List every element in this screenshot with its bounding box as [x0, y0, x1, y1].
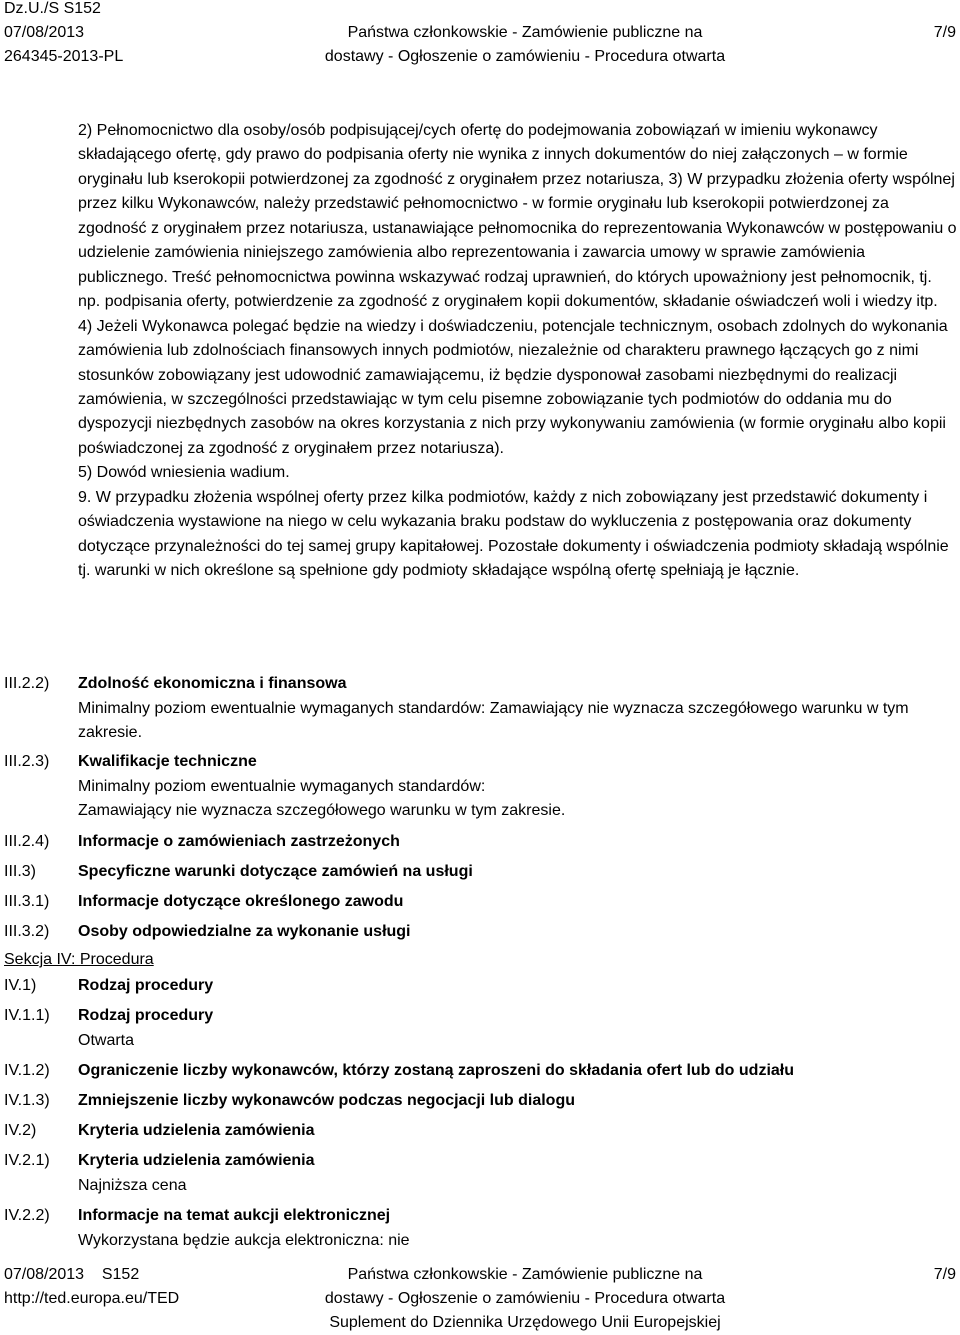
header-title-line1: Państwa członkowskie - Zamówienie publiczne na — [347, 24, 703, 41]
section-iv-number: IV.1.2) — [4, 1062, 50, 1079]
section-iv-number: IV.2.1) — [4, 1152, 50, 1169]
body-paragraph: 4) Jeżeli Wykonawca polegać będzie na wiedzy i doświadczeniu, potencjale technicznym, osobach zdolnych do wykonania zamówienia lub zdolnościach finansowych innych podmiotów, niezależnie od charakteru prawnego łączących go z nimi stosunków zobowiązany jest udowodnić zamawiającemu, iż będzie dysponował zasobami niezbędnymi do realizacji zamówienia, w szczególności przedstawiając w tym celu pisemne zobowiązanie tych podmiotów do oddania mu do dyspozycji niezbędnych zasobów na okres korzystania z nich przy wykonywaniu zamówienia (w formie oryginału albo kopii poświadczonej za zgodność z oryginałem przez notariusza). — [78, 317, 948, 457]
section-detail: Zamawiający nie wyznacza szczegółowego warunku w tym zakresie. — [78, 802, 566, 819]
header-notice-id: 264345-2013-PL — [4, 48, 124, 65]
section-content — [78, 920, 958, 945]
section-iv-content — [78, 1149, 958, 1198]
section-content — [78, 860, 958, 885]
section-iv-number: IV.1.3) — [4, 1092, 50, 1109]
section-iv-content — [78, 974, 958, 999]
body-paragraphs — [78, 119, 958, 584]
body-paragraph: 5) Dowód wniesienia wadium. — [78, 464, 290, 482]
body-paragraph: 2) Pełnomocnictwo dla osoby/osób podpisującej/cych ofertę do podejmowania zobowiązań w imieniu wykonawcy składającego ofertę, gdy prawo do podpisania oferty nie wynika z innych dokumentów do niej załączonych – w formie oryginału lub kserokopii potwierdzonej za zgodność z oryginałem przez notariusza, 3) W przypadku złożenia oferty wspólnej przez kilku Wykonawców, należy przedstawić pełnomocnictwo - w formie oryginału lub kserokopii potwierdzonej za zgodność z oryginałem przez notariusza, ustanawiające pełnomocnika do reprezentowania Wykonawców w postępowaniu o udzielenie zamówienia niniejszego zamówienia albo reprezentowania i zawarcia umowy w sprawie zamówienia publicznego. Treść pełnomocnictwa powinna wskazywać rodzaj uprawnień, do których upoważniony jest pełnomocnik, tj. np. podpisania oferty, potwierdzenie za zgodność z oryginałem kopii dokumentów, składanie oświadczeń woli i wiedzy itp. — [78, 122, 957, 311]
section-iv-number: IV.1.1) — [4, 1007, 50, 1024]
section-title: Zdolność ekonomiczna i finansowa — [78, 675, 347, 692]
header-page-number: 7/9 — [933, 24, 956, 41]
footer-url: http://ted.europa.eu/TED — [4, 1290, 180, 1307]
section-content — [78, 830, 958, 855]
section-title: Informacje o zamówieniach zastrzeżonych — [78, 833, 400, 850]
footer-title-line1: Państwa członkowskie - Zamówienie publiczne na — [347, 1266, 703, 1283]
section-iv-content — [78, 1089, 958, 1114]
section-iv-title: Kryteria udzielenia zamówienia — [78, 1152, 315, 1169]
section-iv-title: Informacje na temat aukcji elektronicznej — [78, 1207, 391, 1224]
section-iv-content — [78, 1119, 958, 1144]
section-number: III.3.1) — [4, 893, 50, 910]
footer-center — [0, 1263, 960, 1335]
section-number: III.2.3) — [4, 753, 50, 770]
section-iv-content — [78, 1004, 958, 1053]
section-content — [78, 890, 958, 915]
footer-page — [934, 1263, 956, 1287]
header-title-line2: dostawy - Ogłoszenie o zamówieniu - Procedura otwarta — [324, 48, 726, 65]
section-iv-title: Ograniczenie liczby wykonawców, którzy zostaną zaproszeni do składania ofert lub do udziału — [78, 1062, 794, 1079]
header-page — [934, 0, 956, 45]
section-number: III.2.4) — [4, 833, 50, 850]
section-content — [78, 750, 958, 824]
section-iv-detail: Wykorzystana będzie aukcja elektroniczna: nie — [78, 1231, 410, 1249]
section-iv-content — [78, 1204, 958, 1253]
header-date: 07/08/2013 — [4, 24, 85, 41]
section-number: III.2.2) — [4, 675, 50, 692]
section-content — [78, 672, 958, 746]
section-number: III.3) — [4, 863, 37, 880]
section-title: Kwalifikacje techniczne — [78, 753, 257, 770]
section-number: III.3.2) — [4, 923, 50, 940]
page-header — [0, 0, 960, 69]
footer-supplement: Suplement do Dziennika Urzędowego Unii Europejskiej — [329, 1314, 721, 1331]
header-journal-ref: Dz.U./S S152 — [4, 0, 101, 17]
section-detail: Minimalny poziom ewentualnie wymaganych standardów: Zamawiający nie wyznacza szczegółowego warunku w tym zakresie. — [78, 699, 909, 741]
section-iv-detail: Otwarta — [78, 1031, 135, 1049]
footer-title-line2: dostawy - Ogłoszenie o zamówieniu - Procedura otwarta — [324, 1290, 726, 1307]
section-title: Informacje dotyczące określonego zawodu — [78, 893, 404, 910]
header-center — [0, 0, 960, 69]
section-iv-title: Rodzaj procedury — [78, 1007, 214, 1024]
section-iv-heading: Sekcja IV: Procedura — [4, 951, 154, 968]
section-iv-number: IV.2) — [4, 1122, 37, 1139]
footer-date-ref: 07/08/2013 S152 — [4, 1266, 140, 1283]
section-iv-number: IV.1) — [4, 977, 37, 994]
section-iv-number: IV.2.2) — [4, 1207, 50, 1224]
section-iv-content — [78, 1059, 958, 1084]
section-detail: Minimalny poziom ewentualnie wymaganych standardów: — [78, 777, 486, 795]
section-iv-title: Zmniejszenie liczby wykonawców podczas negocjacji lub dialogu — [78, 1092, 575, 1109]
section-title: Osoby odpowiedzialne za wykonanie usługi — [78, 923, 411, 940]
section-iv-title: Rodzaj procedury — [78, 977, 214, 994]
body-text — [78, 119, 958, 584]
section-iv-title: Kryteria udzielenia zamówienia — [78, 1122, 315, 1139]
section-iv-detail: Najniższa cena — [78, 1176, 187, 1194]
body-paragraph: 9. W przypadku złożenia wspólnej oferty przez kilka podmiotów, każdy z nich zobowiązany jest przedstawić dokumenty i oświadczenia wystawione na niego w celu wykazania braku podstaw do wykluczenia z postępowania oraz dokumenty dotyczące przynależności do tej samej grupy kapitałowej. Pozostałe dokumenty i oświadczenia podmioty składają wspólnie tj. warunki w nich określone są spełnione gdy podmioty składające wspólną ofertę spełniają je łącznie. — [78, 488, 949, 580]
section-title: Specyficzne warunki dotyczące zamówień na usługi — [78, 863, 473, 880]
footer-page-number: 7/9 — [933, 1266, 956, 1283]
page-footer — [0, 1263, 960, 1335]
